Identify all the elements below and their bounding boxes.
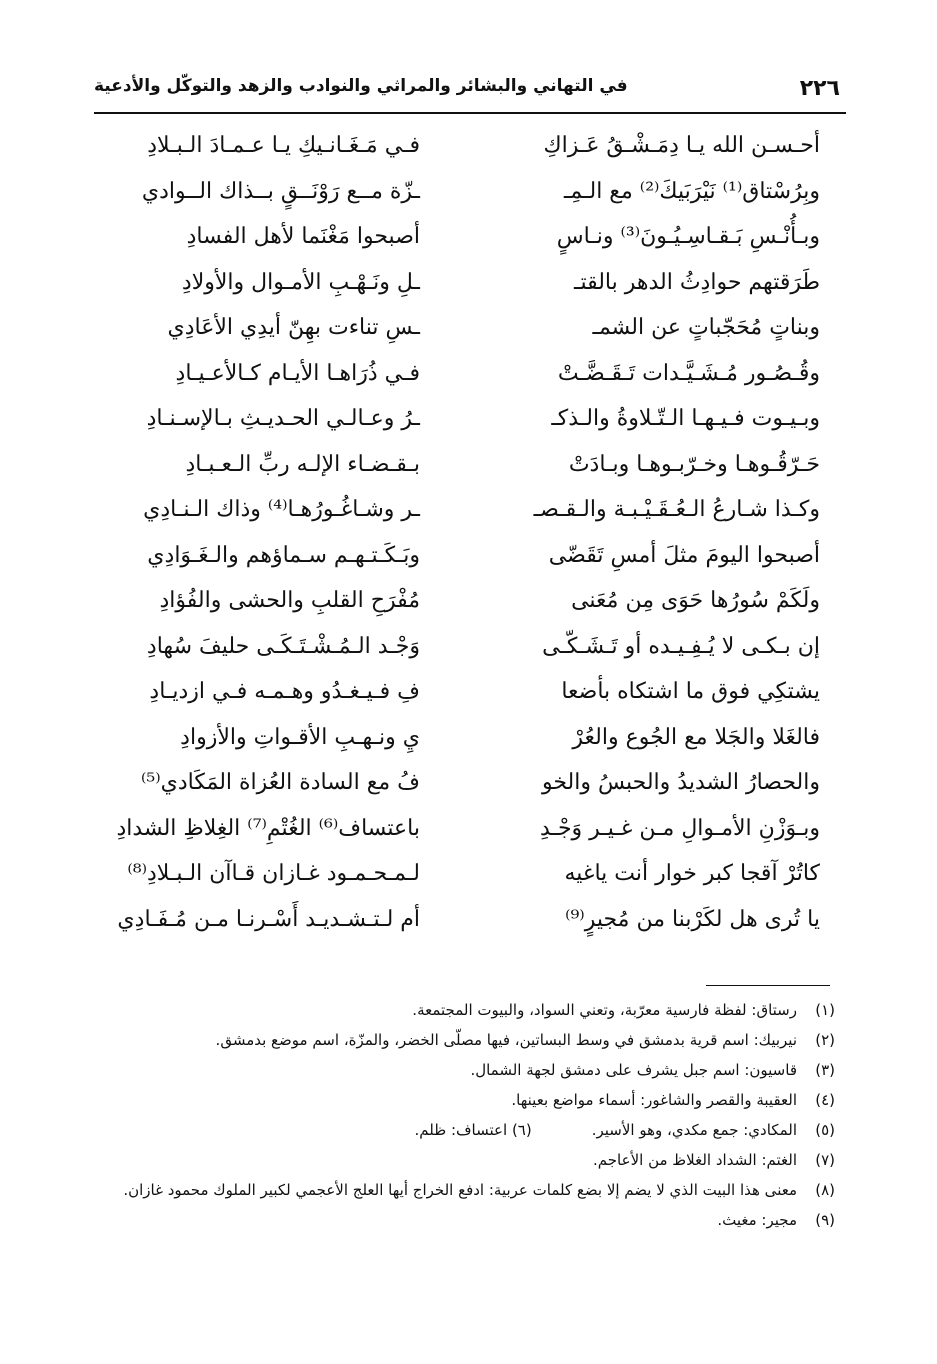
verse-first-hemistich: يشتكِي فوق ما اشتكاه بأضعا: [561, 679, 820, 705]
verse-second-hemistich: يِ ونـهـبِ الأقـواتِ والأزوادِ: [180, 724, 420, 750]
verse-second-hemistich: لـمـحـمـود غـازان قـاآن الـبـلادِ⁽⁸⁾: [127, 861, 420, 887]
verse: [120, 305, 820, 351]
verse-second-hemistich: ـلِ ونَـهْـبِ الأمـوال والأولادِ: [181, 269, 420, 295]
verse-first-hemistich: وبِرُسْتاق⁽¹⁾ نَيْرَبَيكَ⁽²⁾ مع الـمِـ: [563, 178, 820, 204]
verse: [120, 624, 820, 670]
footnote: [94, 1145, 839, 1175]
verse-second-hemistich: فُ مع السادة العُزاة المَكَادي⁽⁵⁾: [141, 770, 420, 796]
verse-second-hemistich: باعتساف⁽⁶⁾ الغُتْمِ⁽⁷⁾ الغِلاظِ الشدادِ: [116, 815, 420, 841]
verse: [120, 351, 820, 397]
verse-first-hemistich: وبناتٍ مُحَجّباتٍ عن الشمـ: [592, 315, 820, 341]
footnote-number: (٨): [815, 1181, 835, 1199]
footnotes: [94, 995, 839, 1235]
page-number: ٢٢٦: [799, 76, 840, 101]
footnote-text: معنى هذا البيت الذي لا يضم إلا بضع كلمات عربية: ادفع الخراج أيها العلج الأعجمي لكبير الملوك محمود غازان.: [123, 1181, 797, 1199]
verse-second-hemistich: فـي ذُرَاهـا الأيـام كـالأعـيـادِ: [175, 360, 420, 386]
verse-first-hemistich: وقُـصُـور مُـشَـيَّـدات تَـقَـضَّـتْ: [557, 360, 820, 386]
verse-first-hemistich: أحـسـن الله يـا دِمَـشْـقُ عَـزاكِ: [543, 133, 820, 159]
verse: [120, 715, 820, 761]
footnote-text: مجير: مغيث.: [717, 1211, 797, 1229]
footnote-text: قاسيون: اسم جبل يشرف على دمشق لجهة الشمال.: [470, 1061, 797, 1079]
verse-second-hemistich: أصبحوا مَغْنَما لأهل الفسادِ: [186, 224, 420, 250]
footnote-number: (٦): [511, 1121, 532, 1139]
verse-first-hemistich: والحصارُ الشديدُ والحبسُ والخو: [541, 770, 820, 796]
footnote-text: المكادي: جمع مكدي، وهو الأسير.: [591, 1121, 797, 1139]
footnote-number: (٥): [815, 1121, 835, 1139]
footnote-number: (٢): [815, 1031, 835, 1049]
verse: [120, 169, 820, 215]
verse: [120, 396, 820, 442]
verse-second-hemistich: ـسِ تناءت بهِنّ أيدِي الأعَادِي: [167, 315, 420, 341]
footnote: [94, 1025, 839, 1055]
verse-second-hemistich: مُفْرَحِ القلبِ والحشى والفُؤادِ: [159, 588, 420, 614]
verse-second-hemistich: وبَـكَـتـهـم سـماؤهم والـغَـوَادِي: [147, 542, 420, 568]
verse-first-hemistich: أصبحوا اليومَ مثلَ أمسِ تَقَضّى: [548, 542, 820, 568]
footnote-text: اعتساف: ظلم.: [414, 1121, 508, 1139]
verse: [120, 260, 820, 306]
verse: [117, 897, 820, 943]
footnote-number: (٣): [815, 1061, 835, 1079]
verse-second-hemistich: بـقـضـاء الإلـه ربِّ الـعـبـادِ: [185, 451, 420, 477]
verse: [120, 214, 820, 260]
verse-first-hemistich: يا تُرى هل لكَرْبنا من مُجيرٍ⁽⁹⁾: [565, 906, 820, 932]
verse-first-hemistich: وبـوَزْنِ الأمـوالِ مـن غـيـر وَجْـدِ: [539, 815, 820, 841]
verse-second-hemistich: فِ فـيـغـدُو وهـمـه فـي ازديـادِ: [149, 679, 420, 705]
footnote-text: الغتم: الشداد الغلاظ من الأعاجم.: [593, 1151, 797, 1169]
footnote: [94, 1115, 839, 1145]
verse-first-hemistich: وكـذا شـارعُ الـعُـقَـيْـبـة والـقـصـ: [533, 497, 820, 523]
verse-second-hemistich: فـي مَـغَـانـيكِ يـا عـمـادَ الـبـلادِ: [147, 133, 420, 159]
verse: [120, 669, 820, 715]
footnote: [94, 1205, 839, 1235]
verse-second-hemistich: ـر وشـاغُـورُهـا⁽⁴⁾ وذاك الـنـادِي: [143, 497, 420, 523]
verse-second-hemistich: ـزّة مــع رَوْنَــقٍ بــذاك الــوادي: [141, 178, 420, 204]
verse-second-hemistich: وَجْـد الـمُـشْـتَـكَـى حليفَ سُهادِ: [146, 633, 420, 659]
verse-first-hemistich: ولَكَمْ سُورُها حَوَى مِن مُعَنى: [571, 588, 820, 614]
verse: [120, 442, 820, 488]
verse: [120, 123, 820, 169]
footnote: [94, 1085, 839, 1115]
footnote-number: (٧): [815, 1151, 835, 1169]
poem: [116, 123, 820, 942]
footnote-text: رستاق: لفظة فارسية معرّبة، وتعني السواد، والبيوت المجتمعة.: [412, 1001, 797, 1019]
verse-second-hemistich: أم لـتـشـديـد أَسْـرنـا مـن مُـفَـادِي: [117, 906, 420, 932]
running-title: في التهاني والبشائر والمراثي والنوادب والزهد والتوكّل والأدعية: [94, 76, 628, 96]
verse: [120, 578, 820, 624]
verse-first-hemistich: إن بـكـى لا يُـفِـيـده أو تَـشَـكّـى: [542, 633, 820, 659]
verse-first-hemistich: كاتُرْ آقجا كبر خوار أنت ياغيه: [564, 861, 820, 887]
footnote-text: العقيبة والقصر والشاغور: أسماء مواضع بعينها.: [511, 1091, 797, 1109]
header-rule: [94, 112, 846, 114]
verse-first-hemistich: وبـأُنْـسِ بَـقـاسِـيُـونَ⁽³⁾ ونـاسٍ: [556, 224, 820, 250]
verse-second-hemistich: ـرُ وعـالـي الحـديـثِ بـالإسـنـادِ: [146, 406, 420, 432]
verse-first-hemistich: حَـرّقُـوهـا وخـرّبـوهـا وبـادَتْ: [568, 451, 820, 477]
verse: [120, 851, 820, 897]
footnote-rule: [706, 985, 830, 986]
verse: [120, 533, 820, 579]
verse-first-hemistich: طَرَقتهم حوادِثُ الدهر بالقتـ: [574, 269, 820, 295]
verse: [120, 487, 820, 533]
footnote-number: (١): [815, 1001, 835, 1019]
verse: [120, 760, 820, 806]
verse-first-hemistich: وبـيـوت فـيـهـا الـتّـلاوةُ والـذكـ: [551, 406, 820, 432]
page-header: [94, 70, 846, 110]
footnote-number: (٤): [815, 1091, 835, 1109]
footnote-number: (٩): [815, 1211, 835, 1229]
verse: [116, 806, 820, 852]
verse-first-hemistich: فالغَلا والجَلا مع الجُوع والعُرْ: [572, 724, 820, 750]
footnote-text: نيربيك: اسم قرية بدمشق في وسط البساتين، فيها مصلّى الخضر، والمزّة، اسم موضع بدمشق.: [215, 1031, 797, 1049]
footnote: [94, 995, 839, 1025]
footnote: [94, 1055, 839, 1085]
footnote: [94, 1175, 839, 1205]
